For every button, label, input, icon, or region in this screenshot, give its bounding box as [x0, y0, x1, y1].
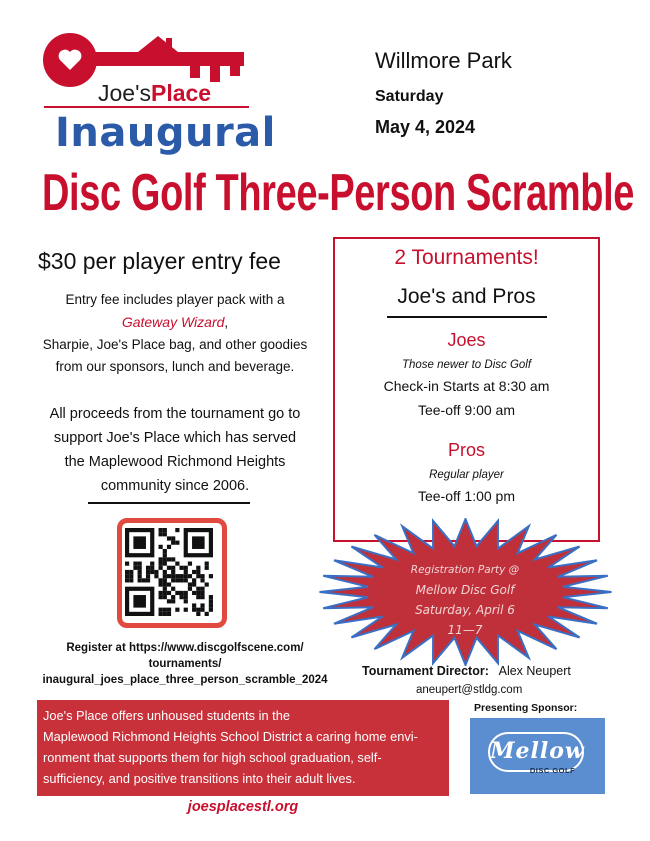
joes-checkin: Check-in Starts at 8:30 am	[383, 378, 550, 394]
fee-prize: Gateway Wizard	[121, 314, 225, 330]
mission-line-4: sufficiency, and positive transitions into their adult lives.	[43, 771, 356, 786]
venue-date: May 4, 2024	[375, 117, 476, 137]
tournaments-title: 2 Tournaments!	[394, 246, 539, 269]
venue-day: Saturday	[375, 88, 444, 105]
party-line-2: Mellow Disc Golf	[415, 583, 515, 597]
proceeds-line-2: support Joe's Place which has served	[53, 430, 297, 446]
website-link[interactable]: joesplacestl.org	[187, 799, 299, 815]
register-line-3: inaugural_joes_place_three_person_scramble_2024	[42, 674, 328, 686]
mission-statement	[37, 700, 449, 796]
entry-fee-description: Entry fee includes player pack with a Gateway Wizard, Sharpie, Joe's Place bag, and other goodies from our sponsors, lunch and beverage.	[30, 289, 320, 378]
tournaments-divider	[387, 316, 547, 318]
pros-teeoff: Tee-off 1:00 pm	[417, 488, 516, 504]
headline-inaugural: Inaugural	[55, 110, 276, 156]
joes-heading: Joes	[447, 330, 486, 350]
logo-place: Place	[150, 80, 212, 106]
party-line-3: Saturday, April 6	[415, 603, 515, 617]
qr-code-icon[interactable]	[125, 528, 213, 616]
registration-party	[380, 560, 550, 640]
tournaments-subtitle: Joe's and Pros	[397, 285, 536, 308]
joes-teeoff: Tee-off 9:00 am	[417, 402, 516, 418]
register-line-1: Register at https://www.discgolfscene.com/	[66, 642, 304, 654]
fee-line-3: from our sponsors, lunch and beverage.	[55, 359, 295, 374]
sponsor-sub: DISC GOLF	[529, 766, 576, 775]
director-label: Tournament Director:	[362, 664, 489, 678]
director-name: Alex Neupert	[498, 664, 571, 678]
logo-underline	[44, 106, 249, 108]
party-line-1: Registration Party @	[410, 564, 520, 576]
logo-joes: Joe's	[98, 80, 151, 106]
mission-line-1: Joe's Place offers unhoused students in the	[43, 708, 290, 723]
register-text	[20, 640, 350, 688]
headline-title: Disc Golf Three-Person Scramble	[42, 164, 635, 222]
tournament-director	[362, 664, 571, 678]
pros-heading: Pros	[447, 440, 485, 460]
left-divider	[88, 502, 250, 504]
mission-line-2: Maplewood Richmond Heights School District a caring home envi-	[43, 729, 418, 744]
proceeds-line-3: the Maplewood Richmond Heights	[64, 454, 286, 470]
logo-wordmark	[98, 80, 211, 107]
pros-description: Regular player	[429, 469, 504, 481]
venue-park: Willmore Park	[375, 48, 512, 73]
director-email[interactable]: aneupert@stldg.com	[416, 684, 523, 696]
joes-description: Those newer to Disc Golf	[401, 359, 532, 371]
proceeds-line-1: All proceeds from the tournament go to	[49, 406, 301, 422]
sponsor-name: Mellow	[490, 738, 585, 764]
fee-line-2: Sharpie, Joe's Place bag, and other goodies	[42, 337, 308, 352]
mission-line-3: ronment that supports them for high school graduation, self-	[43, 750, 382, 765]
proceeds-text	[30, 402, 320, 498]
register-line-2: tournaments/	[148, 658, 222, 670]
proceeds-line-4: community since 2006.	[100, 478, 250, 494]
party-line-4: 11—7	[447, 623, 483, 637]
fee-line-1: Entry fee includes player pack with a	[65, 292, 285, 307]
entry-fee-title: $30 per player entry fee	[38, 248, 281, 274]
sponsor-label: Presenting Sponsor:	[474, 702, 578, 714]
